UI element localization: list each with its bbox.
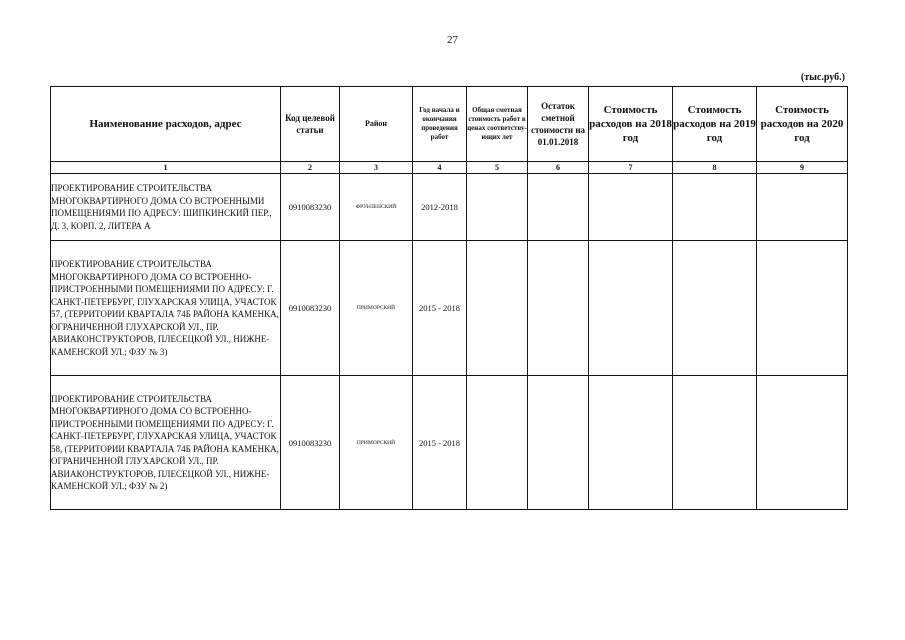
row-cost-2020 bbox=[757, 241, 848, 376]
row-remaining-cost bbox=[528, 241, 589, 376]
header-remaining-cost: Остаток сметной стоимости на 01.01.2018 bbox=[528, 87, 589, 162]
row-cost-2019 bbox=[673, 376, 757, 510]
header-cost-2020: Стоимость расходов на 2020 год bbox=[757, 87, 848, 162]
row-cost-2019 bbox=[673, 241, 757, 376]
row-remaining-cost bbox=[528, 376, 589, 510]
row-years: 2012-2018 bbox=[413, 174, 467, 241]
column-number: 4 bbox=[413, 162, 467, 174]
row-district: ПРИМОРСКИЙ bbox=[340, 376, 413, 510]
row-cost-2019 bbox=[673, 174, 757, 241]
row-name: ПРОЕКТИРОВАНИЕ СТРОИТЕЛЬСТВА МНОГОКВАРТИРНОГО ДОМА СО ВСТРОЕННО-ПРИСТРОЕННЫМИ ПОМЕЩЕНИЯМИ ПО АДРЕСУ: Г. САНКТ-ПЕТЕРБУРГ, ГЛУХАРСКАЯ УЛИЦА, УЧАСТОК 58, (ТЕРРИТОРИИ КВАРТАЛА 74Б РАЙОНА КАМЕНКА, ОГРАНИЧЕННОЙ ГЛУХАРСКОЙ УЛ., ПР. АВИАКОНСТРУКТОРОВ, ПЛЕСЕЦКОЙ УЛ., НИЖНЕ-КАМЕНСКОЙ УЛ.; ФЗУ № 2) bbox=[51, 376, 281, 510]
row-total-cost bbox=[467, 241, 528, 376]
row-code: 0910083230 bbox=[281, 241, 340, 376]
column-number-row bbox=[51, 162, 848, 174]
table-row bbox=[51, 376, 848, 510]
row-total-cost bbox=[467, 376, 528, 510]
row-code: 0910083230 bbox=[281, 174, 340, 241]
row-name: ПРОЕКТИРОВАНИЕ СТРОИТЕЛЬСТВА МНОГОКВАРТИРНОГО ДОМА СО ВСТРОЕННЫМИ ПОМЕЩЕНИЯМИ ПО АДРЕСУ: ШИПКИНСКИЙ ПЕР., Д. 3, КОРП. 2, ЛИТЕРА А bbox=[51, 174, 281, 241]
column-number: 7 bbox=[589, 162, 673, 174]
column-number: 3 bbox=[340, 162, 413, 174]
row-district: ФРУНЗЕНСКИЙ bbox=[340, 174, 413, 241]
column-number: 6 bbox=[528, 162, 589, 174]
row-name: ПРОЕКТИРОВАНИЕ СТРОИТЕЛЬСТВА МНОГОКВАРТИРНОГО ДОМА СО ВСТРОЕННО-ПРИСТРОЕННЫМИ ПОМЕЩЕНИЯМИ ПО АДРЕСУ: Г. САНКТ-ПЕТЕРБУРГ, ГЛУХАРСКАЯ УЛИЦА, УЧАСТОК 57, (ТЕРРИТОРИИ КВАРТАЛА 74Б РАЙОНА КАМЕНКА, ОГРАНИЧЕННОЙ ГЛУХАРСКОЙ УЛ., ПР. АВИАКОНСТРУКТОРОВ, ПЛЕСЕЦКОЙ УЛ., НИЖНЕ-КАМЕНСКОЙ УЛ.; ФЗУ № 3) bbox=[51, 241, 281, 376]
header-name: Наименование расходов, адрес bbox=[51, 87, 281, 162]
header-cost-2018: Стоимость расходов на 2018 год bbox=[589, 87, 673, 162]
row-cost-2018 bbox=[589, 174, 673, 241]
table-header-row bbox=[51, 87, 848, 162]
column-number: 1 bbox=[51, 162, 281, 174]
header-cost-2019: Стоимость расходов на 2019 год bbox=[673, 87, 757, 162]
row-cost-2018 bbox=[589, 241, 673, 376]
column-number: 2 bbox=[281, 162, 340, 174]
row-years: 2015 - 2018 bbox=[413, 376, 467, 510]
row-code: 0910083230 bbox=[281, 376, 340, 510]
table-row bbox=[51, 241, 848, 376]
column-number: 9 bbox=[757, 162, 848, 174]
header-years: Год начала и окончания проведения работ bbox=[413, 87, 467, 162]
row-years: 2015 - 2018 bbox=[413, 241, 467, 376]
units-label: (тыс.руб.) bbox=[800, 72, 845, 83]
row-cost-2018 bbox=[589, 376, 673, 510]
budget-table bbox=[50, 86, 848, 510]
column-number: 5 bbox=[467, 162, 528, 174]
header-district: Район bbox=[340, 87, 413, 162]
row-remaining-cost bbox=[528, 174, 589, 241]
row-cost-2020 bbox=[757, 376, 848, 510]
page-number: 27 bbox=[447, 34, 458, 46]
row-cost-2020 bbox=[757, 174, 848, 241]
row-total-cost bbox=[467, 174, 528, 241]
header-code: Код целевой статьи bbox=[281, 87, 340, 162]
column-number: 8 bbox=[673, 162, 757, 174]
table-row bbox=[51, 174, 848, 241]
header-total-cost: Общая сметная стоимость работ в ценах соответству-ющих лет bbox=[467, 87, 528, 162]
row-district: ПРИМОРСКИЙ bbox=[340, 241, 413, 376]
